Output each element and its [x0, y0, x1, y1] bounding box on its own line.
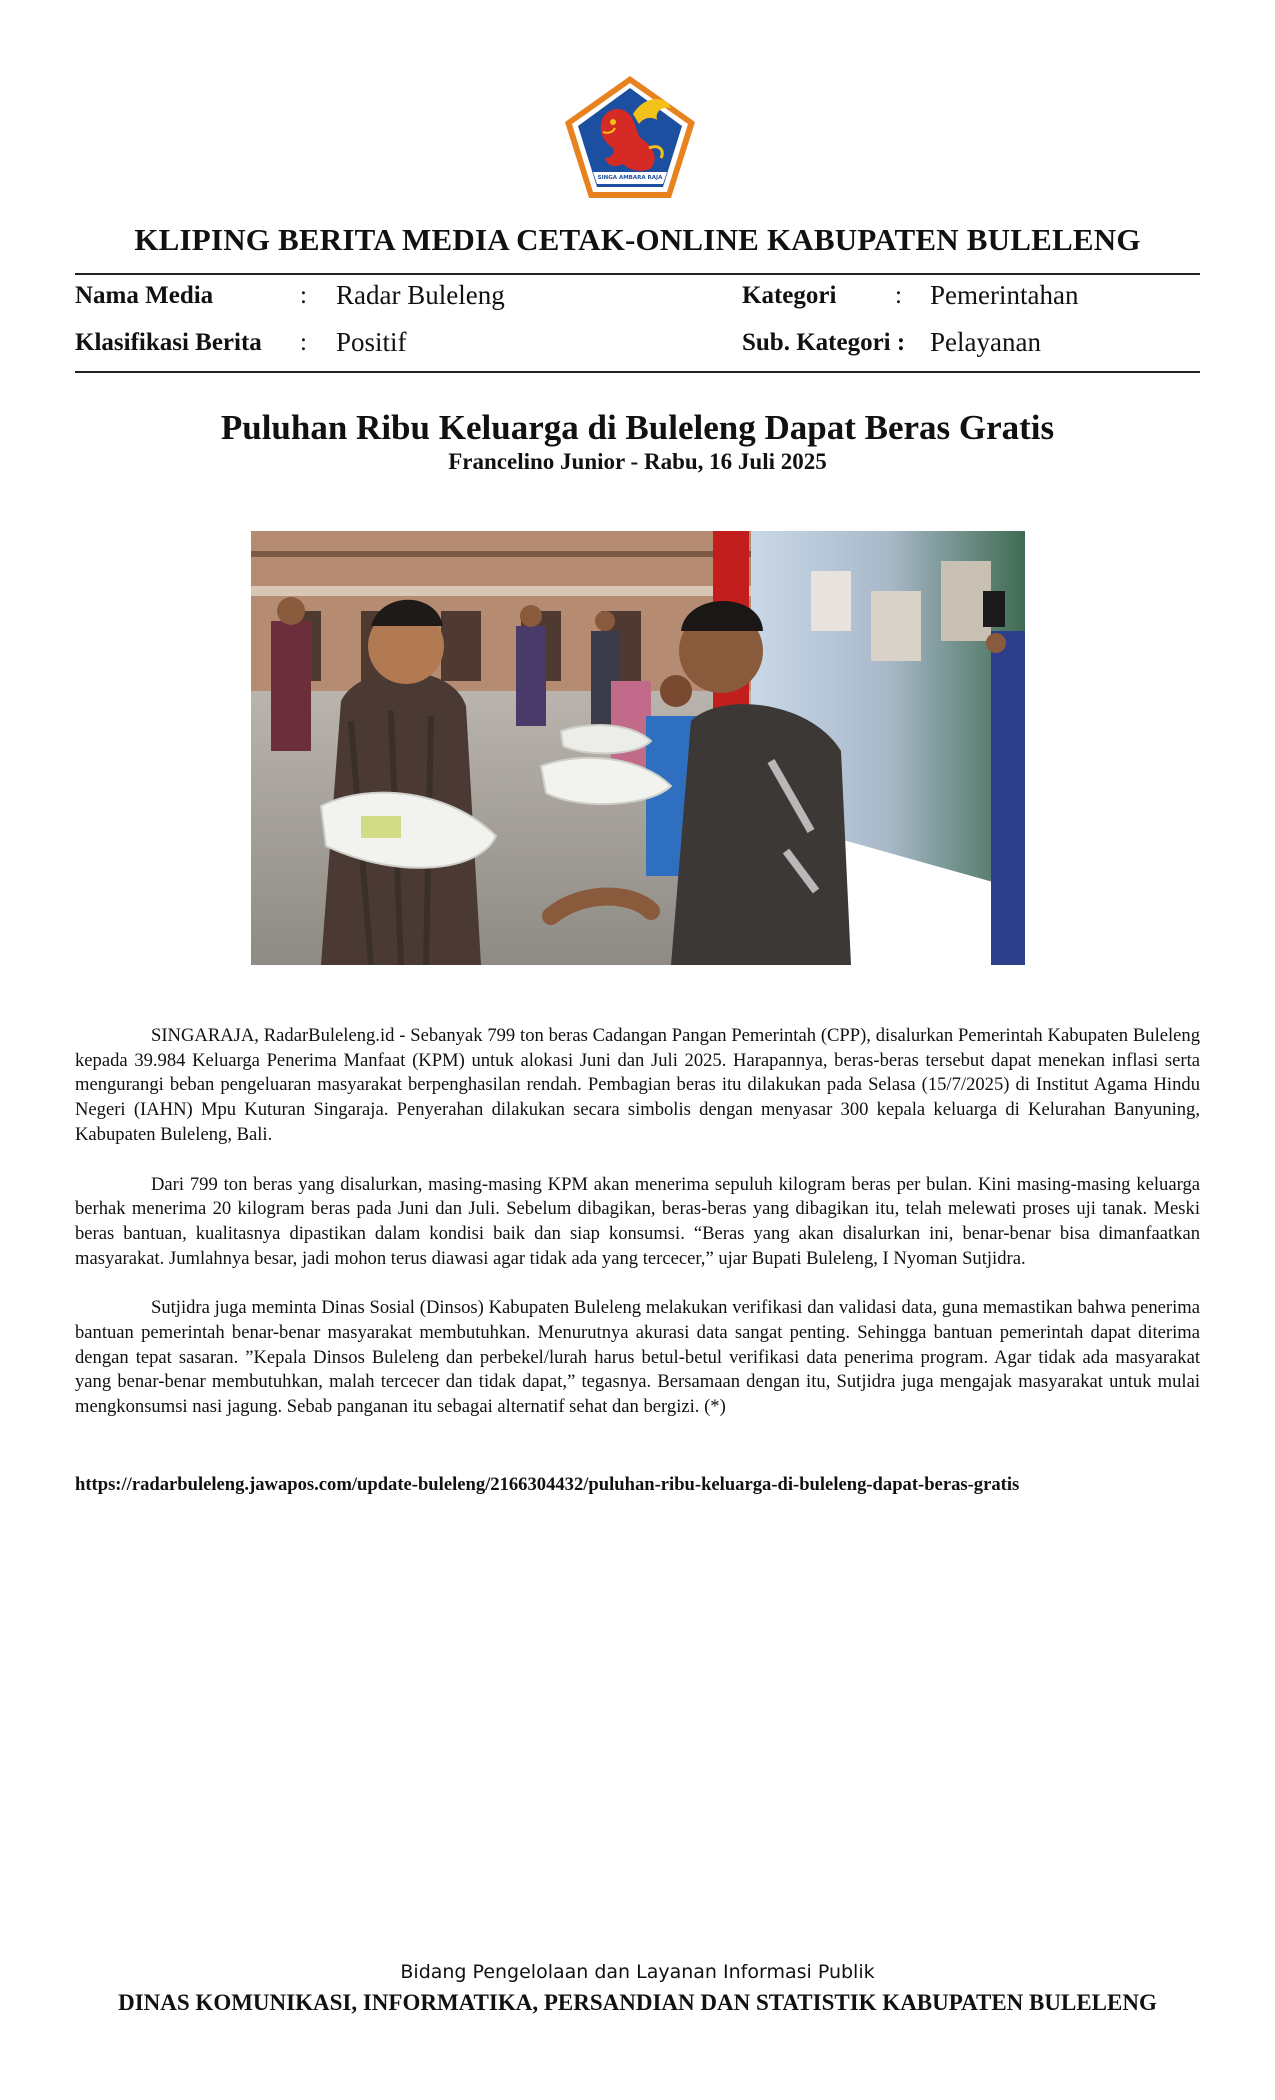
media-colon: :	[300, 282, 307, 309]
article-body	[75, 1024, 1200, 1445]
logo-motto: SINGA AMBARA RAJA	[597, 175, 663, 181]
category-colon: :	[895, 282, 902, 309]
regency-logo	[563, 74, 697, 200]
subcategory-label: Sub. Kategori :	[742, 329, 906, 356]
category-label: Kategori	[742, 282, 837, 309]
classification-value: Positif	[336, 327, 407, 357]
divider-top	[75, 273, 1200, 275]
article-photo	[251, 531, 1025, 965]
footer-agency: DINAS KOMUNIKASI, INFORMATIKA, PERSANDIAN DAN STATISTIK KABUPATEN BULELENG	[118, 1990, 1157, 2015]
article-paragraph-1: SINGARAJA, RadarBuleleng.id - Sebanyak 799 ton beras Cadangan Pangan Pemerintah (CPP), disalurkan Pemerintah Kabupaten Buleleng kepada 39.984 Keluarga Penerima Manfaat (KPM) untuk alokasi Juni dan Juli 2025. Harapannya, beras-beras tersebut dapat menekan inflasi serta mengurangi beban pengeluaran masyarakat berpenghasilan rendah. Pembagian beras itu dilakukan pada Selasa (15/7/2025) di Institut Agama Hindu Negeri (IAHN) Mpu Kuturan Singaraja. Penyerahan dilakukan secara simbolis dengan menyasar 300 kepala keluarga di Kelurahan Banyuning, Kabupaten Buleleng, Bali.	[75, 1025, 1200, 1145]
classification-colon: :	[300, 329, 307, 356]
classification-label: Klasifikasi Berita	[75, 329, 262, 356]
subcategory-value: Pelayanan	[930, 327, 1041, 357]
article-byline: Francelino Junior - Rabu, 16 Juli 2025	[448, 449, 827, 474]
article-headline: Puluhan Ribu Keluarga di Buleleng Dapat Beras Gratis	[220, 408, 1055, 447]
divider-bottom	[75, 371, 1200, 373]
media-value: Radar Buleleng	[336, 280, 505, 310]
footer-division: Bidang Pengelolaan dan Layanan Informasi Publik	[400, 1961, 875, 1983]
source-url-link[interactable]: https://radarbuleleng.jawapos.com/update-buleleng/2166304432/puluhan-ribu-keluarga-di-buleleng-dapat-beras-gratis	[75, 1474, 1020, 1495]
article-paragraph-3: Sutjidra juga meminta Dinas Sosial (Dinsos) Kabupaten Buleleng melakukan verifikasi dan validasi data, guna memastikan bahwa penerima bantuan pemerintah benar-benar masyarakat membutuhkan. Menurutnya akurasi data sangat penting. Sehingga bantuan pemerintah dapat diterima dengan tepat sasaran. ”Kepala Dinsos Buleleng dan perbekel/lurah harus betul-betul verifikasi data penerima program. Agar tidak ada masyarakat yang benar-benar membutuhkan, malah tercecer dan tidak dapat,” tegasnya. Bersamaan dengan itu, Sutjidra juga mengajak masyarakat untuk mulai mengkonsumsi nasi jagung. Sebab panganan itu sebagai alternatif sehat dan bergizi. (*)	[75, 1297, 1200, 1418]
category-value: Pemerintahan	[930, 280, 1079, 310]
article-paragraph-2: Dari 799 ton beras yang disalurkan, masing-masing KPM akan menerima sepuluh kilogram beras per bulan. Kini masing-masing keluarga berhak menerima 20 kilogram beras pada Juni dan Juli. Sebelum dibagikan, beras-beras yang dibagikan itu, telah melewati proses uji tanak. Meski beras bantuan, kualitasnya dipastikan dalam kondisi baik dan siap konsumsi. “Beras yang akan disalurkan ini, benar-benar bisa dimanfaatkan masyarakat. Jumlahnya besar, jadi mohon terus diawasi agar tidak ada yang tercecer,” ujar Bupati Buleleng, I Nyoman Sutjidra.	[75, 1173, 1200, 1269]
media-label: Nama Media	[75, 282, 214, 309]
document-title: KLIPING BERITA MEDIA CETAK-ONLINE KABUPATEN BULELENG	[134, 222, 1141, 257]
